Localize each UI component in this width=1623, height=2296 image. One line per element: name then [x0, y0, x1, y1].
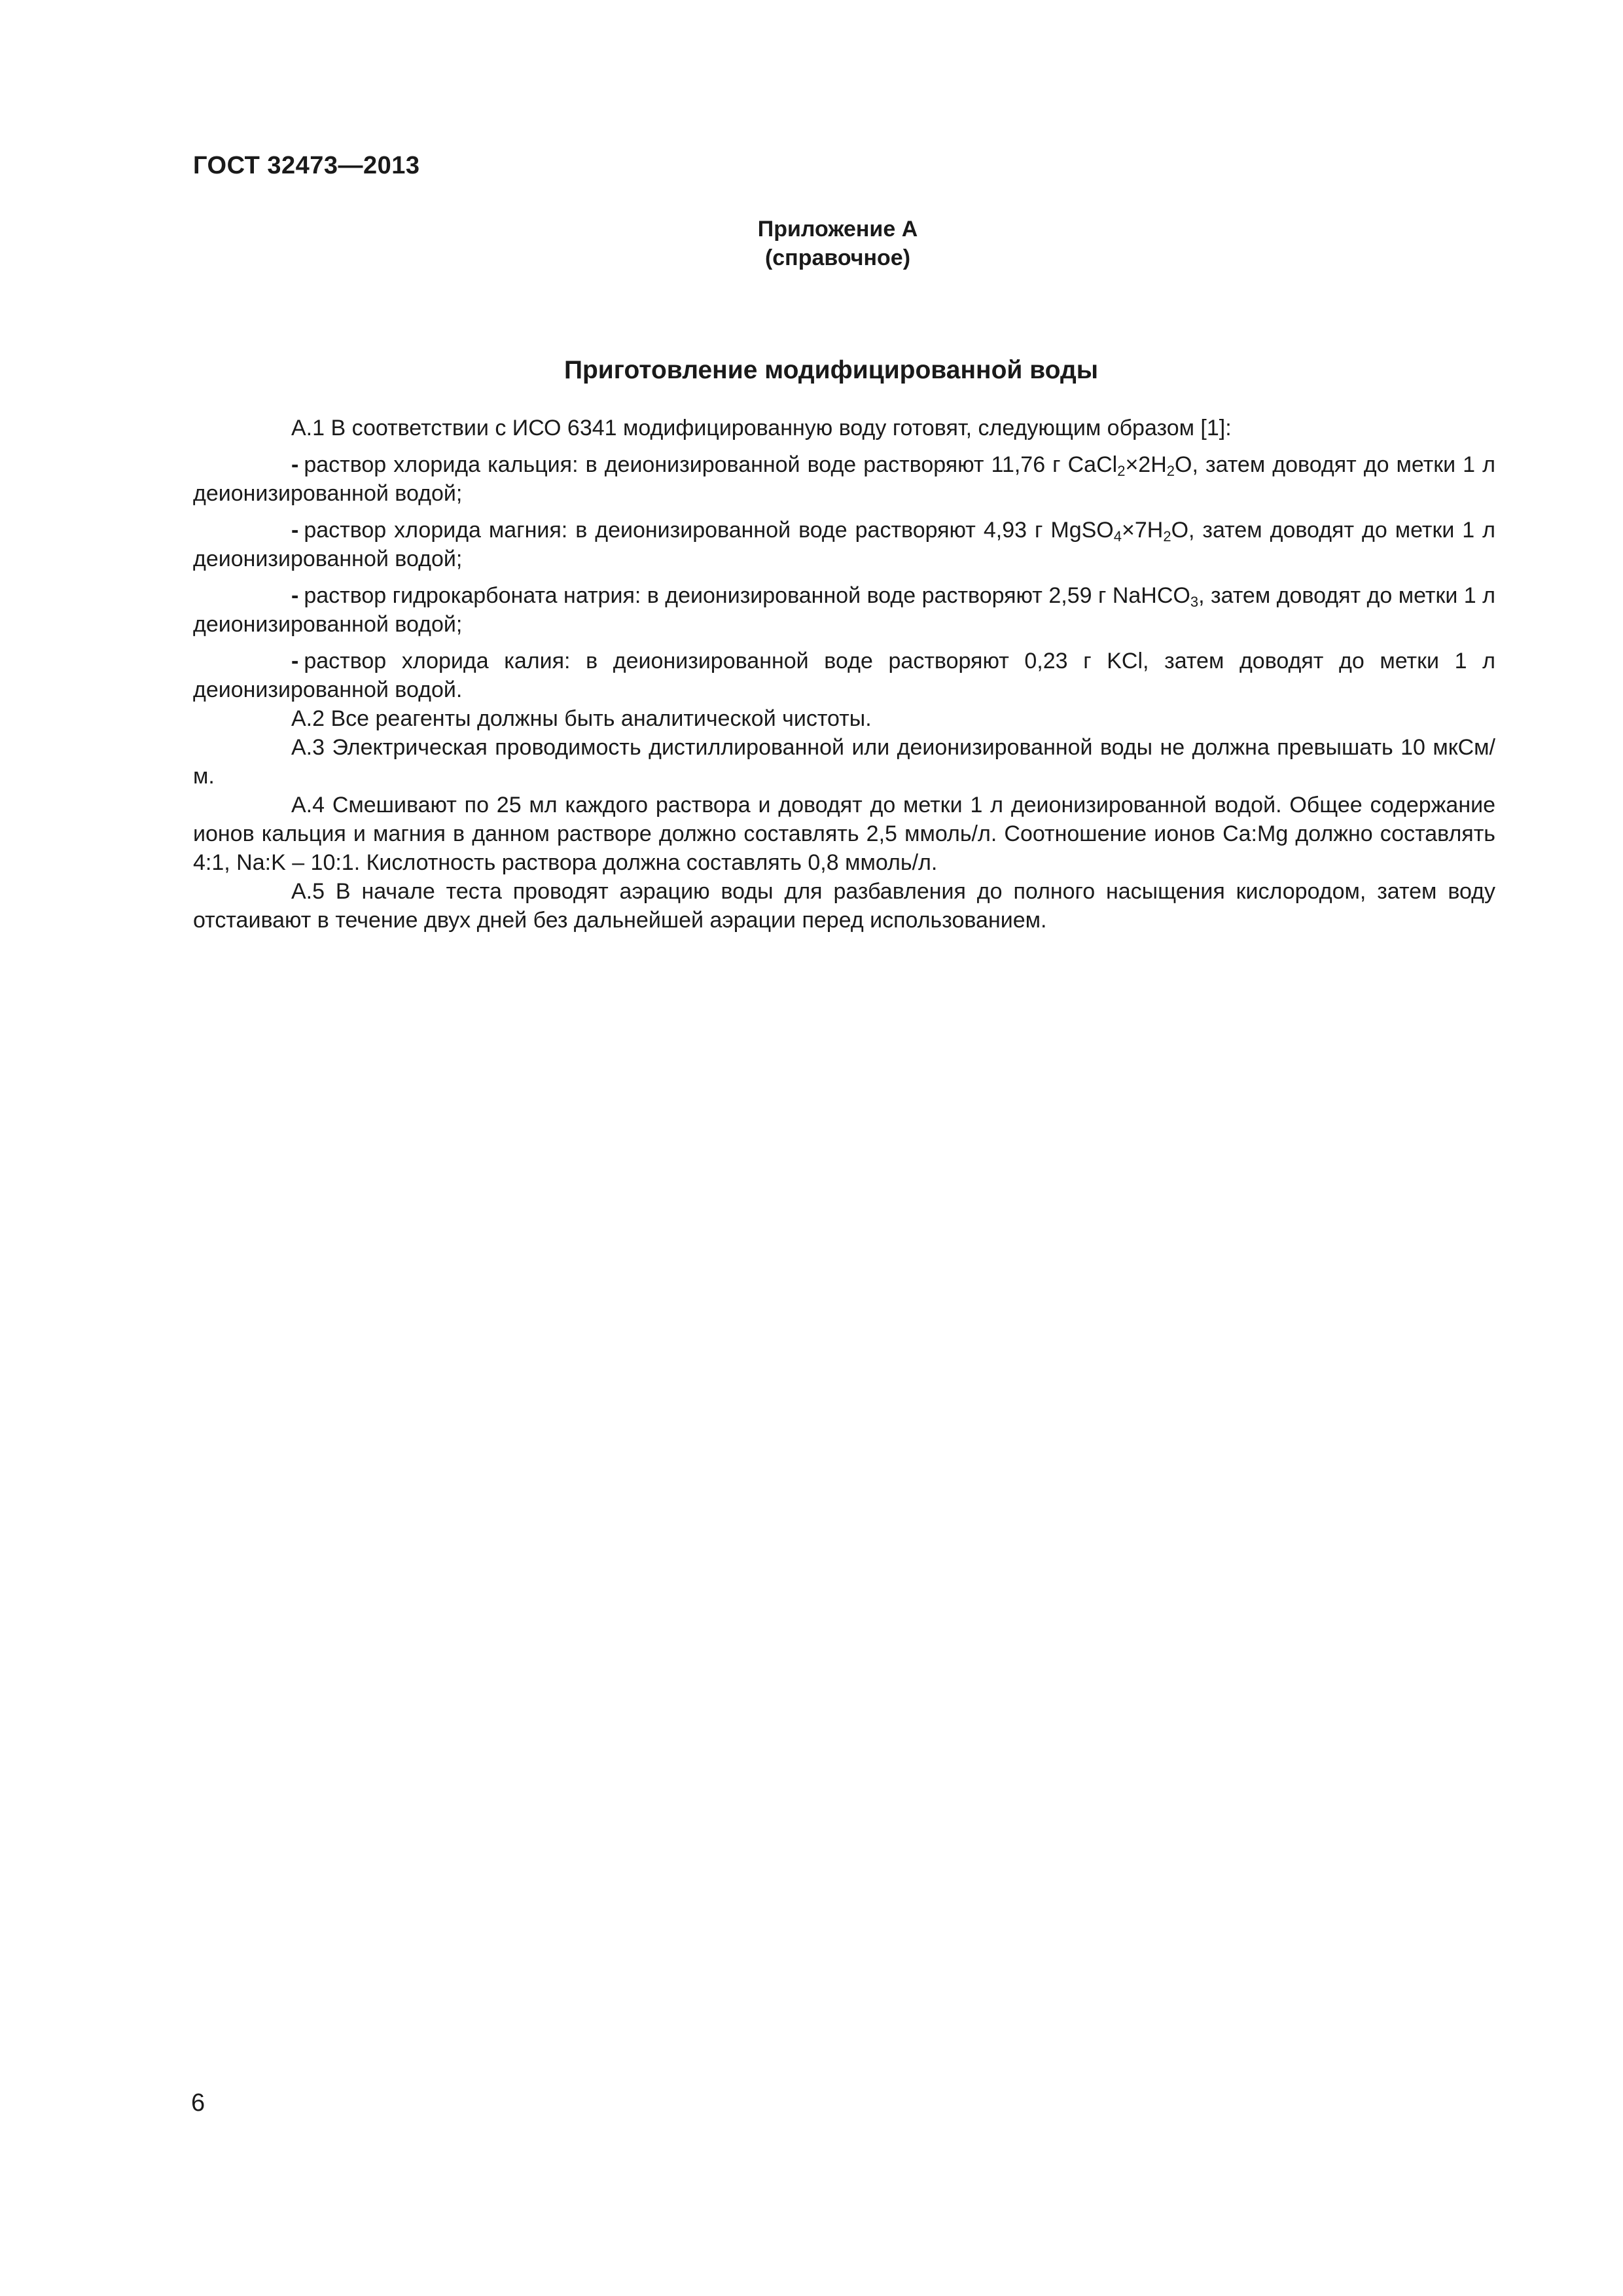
- annex-title: Приложение А: [757, 217, 918, 242]
- paragraph-a5: А.5 В начале теста проводят аэрацию воды для разбавления до полного насыщения кислородом, затем воду отстаивают в течение двух дней без дальнейшей аэрации перед использованием.: [193, 879, 1495, 933]
- paragraph-a4: А.4 Смешивают по 25 мл каждого раствора и доводят до метки 1 л деионизированной водой. Общее содержание ионов кальция и магния в данном растворе должно составлять 2,5 ммоль/л. Соотношение ионов Ca:Mg должно составлять 4:1, Na:K – 10:1. Кислотность раствора должна составлять 0,8 ммоль/л.: [193, 793, 1495, 875]
- list-dash: -: [291, 518, 299, 543]
- list-item-potassium-chloride: - раствор хлорида калия: в деионизированной воде растворяют 0,23 г KCl, затем доводят до метки 1 л деионизированной водой.: [193, 649, 1495, 702]
- annex-heading: [0, 215, 1623, 272]
- list-dash: -: [291, 583, 299, 608]
- list-dash: -: [291, 649, 299, 673]
- document-code: ГОСТ 32473—2013: [193, 152, 420, 179]
- list-dash: -: [291, 452, 299, 477]
- section-title: Приготовление модифицированной воды: [563, 356, 1099, 384]
- annex-status: (справочное): [764, 245, 911, 270]
- list-item-calcium-chloride: - раствор хлорида кальция: в деионизированной воде растворяют 11,76 г $CaCl_2\times 2H_2O$, затем доводят до метки 1 л деионизированной водой;: [193, 452, 1495, 506]
- list-item-magnesium-sulfate: - раствор хлорида магния: в деионизированной воде растворяют 4,93 г $MgSO_4\times 7H_2O$, затем доводят до метки 1 л деионизированной водой;: [193, 518, 1495, 571]
- paragraph-a1: А.1 В соответствии с ИСО 6341 модифицированную воду готовят, следующим образом [1]:: [291, 416, 1232, 440]
- document-body: [193, 414, 1495, 935]
- page-number: 6: [191, 2089, 205, 2117]
- list-item-sodium-bicarbonate: - раствор гидрокарбоната натрия: в деионизированной воде растворяют 2,59 г NaHCO$_3$, затем доводят до метки 1 л деионизированной водой;: [193, 583, 1495, 637]
- paragraph-a2: А.2 Все реагенты должны быть аналитической чистоты.: [291, 706, 872, 731]
- paragraph-a3: А.3 Электрическая проводимость дистиллированной или деионизированной воды не должна превышать 10 мкСм/м.: [193, 735, 1495, 789]
